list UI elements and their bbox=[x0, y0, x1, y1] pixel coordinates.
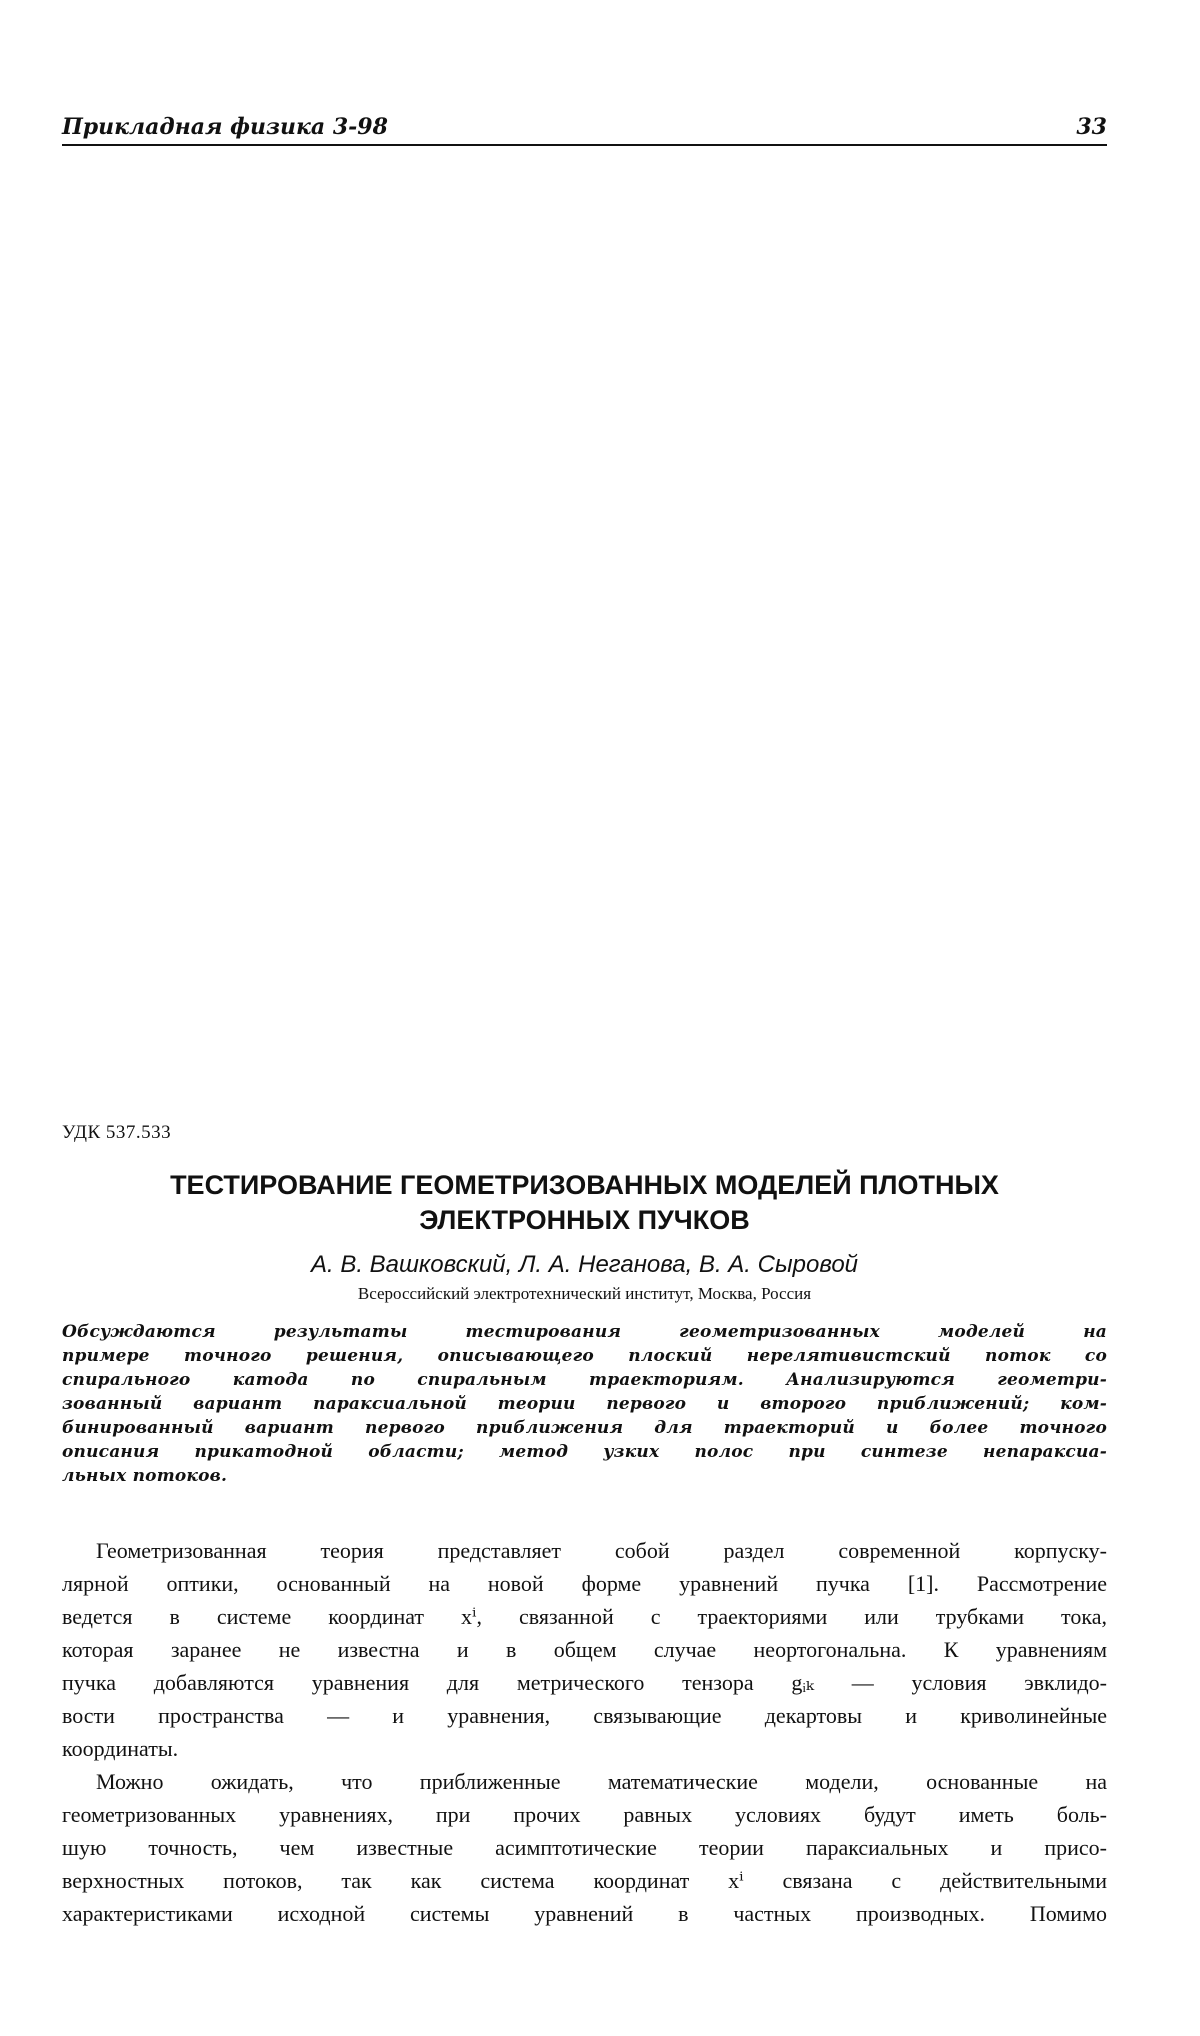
body-line: лярной оптики, основанный на новой форме уравнений пучка [1]. Рассмотрение bbox=[62, 1571, 1107, 1596]
title-line: ТЕСТИРОВАНИЕ ГЕОМЕТРИЗОВАННЫХ МОДЕЛЕЙ ПЛОТНЫХ bbox=[170, 1170, 999, 1200]
body-line: вости пространства — и уравнения, связывающие декартовы и криволинейные bbox=[62, 1703, 1107, 1728]
running-header bbox=[62, 112, 1107, 146]
body-line: верхностных потоков, так как система координат xⁱ связана с действительными bbox=[62, 1868, 1107, 1893]
abstract-line: зованный вариант параксиальной теории первого и второго приближений; ком- bbox=[62, 1394, 1107, 1414]
body-line: характеристиками исходной системы уравнений в частных производных. Помимо bbox=[62, 1901, 1107, 1926]
authors: А. В. Вашковский, Л. А. Неганова, В. А. Сыровой bbox=[310, 1251, 859, 1278]
body-line: Можно ожидать, что приближенные математические модели, основанные на bbox=[96, 1769, 1107, 1794]
body-line: Геометризованная теория представляет собой раздел современной корпуску- bbox=[96, 1538, 1107, 1563]
page-number: 33 bbox=[1076, 114, 1107, 140]
abstract bbox=[62, 1320, 1107, 1488]
affiliation: Всероссийский электротехнический институт, Москва, Россия bbox=[357, 1284, 812, 1303]
abstract-line: бинированный вариант первого приближения для траекторий и более точного bbox=[62, 1418, 1107, 1438]
title-line: ЭЛЕКТРОННЫХ ПУЧКОВ bbox=[419, 1205, 750, 1235]
body-line: которая заранее не известна и в общем случае неортогональна. К уравнениям bbox=[62, 1637, 1107, 1662]
body-line: координаты. bbox=[62, 1736, 179, 1761]
abstract-line: спирального катода по спиральным траекториям. Анализируются геометри- bbox=[62, 1370, 1107, 1390]
journal-name: Прикладная физика 3-98 bbox=[62, 114, 388, 140]
body-text bbox=[62, 1534, 1107, 1930]
article-title bbox=[62, 1168, 1107, 1238]
body-line: шую точность, чем известные асимптотические теории параксиальных и присо- bbox=[62, 1835, 1107, 1860]
body-line: пучка добавляются уравнения для метрического тензора gᵢₖ — условия эвклидо- bbox=[62, 1670, 1107, 1695]
abstract-line: описания прикатодной области; метод узких полос при синтезе непараксиа- bbox=[62, 1442, 1107, 1462]
udk-code: УДК 537.533 bbox=[62, 1122, 172, 1143]
abstract-line: Обсуждаются результаты тестирования геометризованных моделей на bbox=[62, 1322, 1107, 1342]
body-line: ведется в системе координат xⁱ, связанной с траекториями или трубками тока, bbox=[62, 1604, 1107, 1629]
body-line: геометризованных уравнениях, при прочих равных условиях будут иметь боль- bbox=[62, 1802, 1107, 1827]
abstract-line: примере точного решения, описывающего плоский нерелятивистский поток со bbox=[62, 1346, 1107, 1366]
abstract-line: льных потоков. bbox=[62, 1466, 228, 1486]
